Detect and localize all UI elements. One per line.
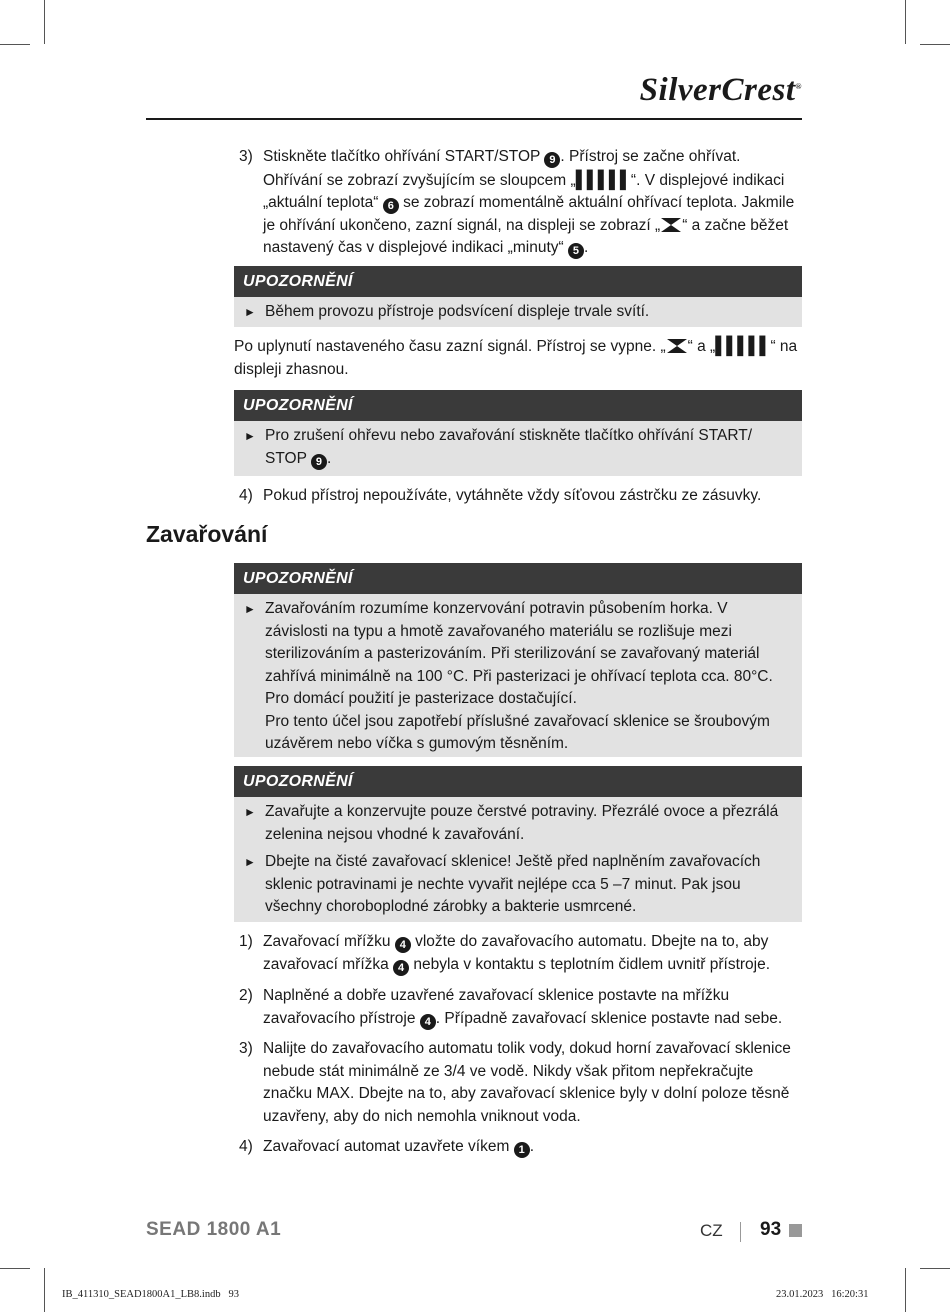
- crop-mark: [0, 1268, 30, 1269]
- section-title: Zavařování: [146, 521, 268, 547]
- ref-9-icon: 9: [544, 152, 560, 168]
- warning-box: UPOZORNĚNÍ ► Během provozu přístroje podsvícení displeje trvale svítí.: [234, 266, 802, 327]
- crop-mark: [905, 0, 906, 44]
- ref-4-icon: 4: [420, 1014, 436, 1030]
- crop-mark: [44, 0, 45, 44]
- arrow-bullet-icon: ►: [244, 429, 256, 443]
- step-number: 3): [239, 148, 253, 165]
- hourglass-icon: [666, 338, 688, 354]
- ref-6-icon: 6: [383, 198, 399, 214]
- footer-model: SEAD 1800 A1: [146, 1219, 282, 1240]
- brand-logo: SilverCrest®: [639, 72, 802, 108]
- step-number: 4): [239, 487, 253, 504]
- ref-1-icon: 1: [514, 1142, 530, 1158]
- hourglass-icon: [660, 217, 682, 233]
- step-1: 1) Zavařovací mřížku 4 vložte do zavařovacího automatu. Dbejte na to, aby zavařovací mřížka 4 nebyla v kontaktu s teplotním čidlem uvnitř přístroje.: [239, 933, 771, 974]
- step-number: 1): [239, 933, 253, 950]
- warning-title: UPOZORNĚNÍ: [234, 390, 802, 421]
- footer-divider: [740, 1222, 741, 1242]
- ref-9-icon: 9: [311, 454, 327, 470]
- warning-title: UPOZORNĚNÍ: [234, 766, 802, 797]
- square-marker-icon: [789, 1224, 802, 1237]
- crop-mark: [920, 1268, 950, 1269]
- step-number: 2): [239, 987, 253, 1004]
- step-2: 2) Naplněné a dobře uzavřené zavařovací sklenice postavte na mřížku zavařovacího přístroje 4 . Případně zavařovací sklenice postavte nad sebe.: [239, 987, 783, 1028]
- warning-title: UPOZORNĚNÍ: [234, 266, 802, 297]
- arrow-bullet-icon: ►: [244, 855, 256, 869]
- ref-4-icon: 4: [393, 960, 409, 976]
- heating-bars-icon: ▌▌▌▌▌: [575, 169, 631, 189]
- arrow-bullet-icon: ►: [244, 602, 256, 616]
- arrow-bullet-icon: ►: [244, 305, 256, 319]
- crop-mark: [920, 44, 950, 45]
- step-3-start: 3) Stiskněte tlačítko ohřívání START/STOP 9 . Přístroj se začne ohřívat. Ohřívání se zobrazí zvyšujícím se sloupcem „▌▌▌▌▌“. V displejové indikaci „aktuální teplota“ 6 se zobrazí momentálně aktuální ohřívací teplota. Jakmile je ohřívání ukončeno, zazní signál, na displeji se zobrazí „ “ a začne běžet nastavený čas v displejové indikaci „minuty“ 5 .: [239, 148, 795, 257]
- step-4: 4) Pokud přístroj nepoužíváte, vytáhněte vždy síťovou zástrčku ze zásuvky.: [234, 485, 802, 508]
- crop-mark: [44, 1268, 45, 1312]
- crop-mark: [0, 44, 30, 45]
- paragraph: Po uplynutí nastaveného času zazní signál. Přístroj se vypne. „ “ a „▌▌▌▌▌“ na displeji zhasnou.: [234, 336, 798, 378]
- print-file-info: IB_411310_SEAD1800A1_LB8.indb 93: [62, 1289, 239, 1300]
- warning-box: UPOZORNĚNÍ ► Pro zrušení ohřevu nebo zavařování stiskněte tlačítko ohřívání START/ STOP 9 .: [234, 390, 802, 476]
- warning-box: UPOZORNĚNÍ ► Zavařováním rozumíme konzervování potravin působením horka. V závislosti na typu a hmotě zavařovaného materiálu se rozlišuje mezi sterilizováním a pasterizováním. Při sterilizování se zavařovaný materiál zahřívá minimálně na 100 °C. Při pasterizaci je ohřívací teplota cca. 80°C. Pro domácí použití je pasterizace dostačující. Pro tento účel jsou zapotřebí příslušné zavařovací sklenice se šroubovým uzávěrem nebo víčka s gumovým těsněním.: [234, 563, 802, 757]
- crop-mark: [905, 1268, 906, 1312]
- ref-4-icon: 4: [395, 937, 411, 953]
- step-3: 3) Nalijte do zavařovacího automatu tolik vody, dokud horní zavařovací sklenice nebude stát minimálně ze 3/4 ve vodě. Nikdy však přitom nepřekračujte značku MAX. Dbejte na to, aby zavařovací sklenice byly v dolní poloze těsně uzavřeny, aby do nich nemohla vniknout voda.: [239, 1040, 791, 1125]
- ref-5-icon: 5: [568, 243, 584, 259]
- page-number: 93: [760, 1219, 782, 1240]
- header-rule: [146, 118, 802, 120]
- heating-bars-icon: ▌▌▌▌▌: [715, 336, 771, 355]
- arrow-bullet-icon: ►: [244, 805, 256, 819]
- warning-title: UPOZORNĚNÍ: [234, 563, 802, 594]
- footer-language: CZ: [700, 1221, 723, 1240]
- step-number: 4): [239, 1138, 253, 1155]
- step-number: 3): [239, 1040, 253, 1057]
- warning-box: UPOZORNĚNÍ ► Zavařujte a konzervujte pouze čerstvé potraviny. Přezrálé ovoce a přezrálá zelenina nejsou vhodné k zavařování. ► Dbejte na čisté zavařovací sklenice! Ještě před naplněním zavařovacích sklenic potravinami je nechte vyvařit nejlépe cca 5 –7 minut. Pak jsou všechny choroboplodné zárobky a bakterie usmrcené.: [234, 766, 802, 922]
- print-date-info: 23.01.2023 16:20:31: [776, 1289, 869, 1300]
- step-4-close: 4) Zavařovací automat uzavřete víkem 1 .: [234, 1136, 802, 1159]
